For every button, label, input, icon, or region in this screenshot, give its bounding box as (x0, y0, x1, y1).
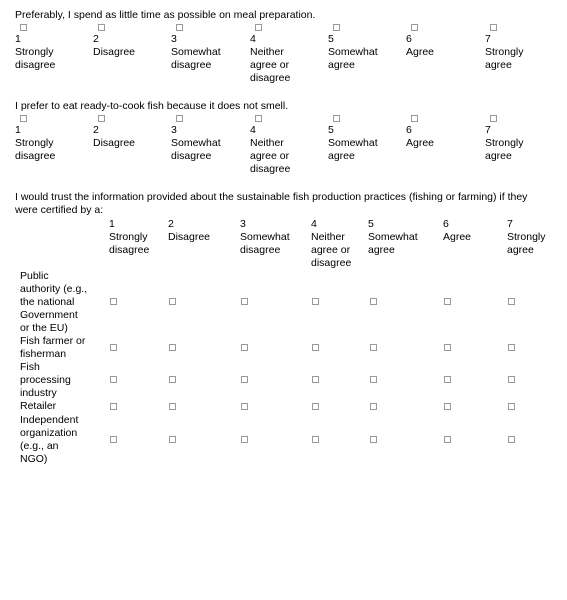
matrix-col-3-number: 3 (240, 218, 246, 230)
q1-option-4-label: Neither agree or disagree (250, 46, 291, 84)
checkbox-fish-farmer-3[interactable] (241, 344, 248, 351)
q2-option-1-number: 1 (15, 124, 21, 136)
checkbox-public-authority-2[interactable] (169, 298, 176, 305)
q2-checkbox-6[interactable] (411, 115, 418, 122)
checkbox-fish-processing-4[interactable] (312, 376, 319, 383)
q1-option-6-label: Agree (406, 46, 435, 58)
checkbox-public-authority-6[interactable] (444, 298, 451, 305)
checkbox-independent-org-6[interactable] (444, 436, 451, 443)
q2-checkbox-3[interactable] (176, 115, 183, 122)
q1-checkbox-5[interactable] (333, 24, 340, 31)
checkbox-fish-processing-6[interactable] (444, 376, 451, 383)
checkbox-fish-farmer-6[interactable] (444, 344, 451, 351)
question-2 (15, 100, 545, 193)
matrix-col-6-label: Agree (443, 231, 472, 243)
q2-option-6-number: 6 (406, 124, 412, 136)
checkbox-fish-farmer-1[interactable] (110, 344, 117, 351)
q2-option-6 (406, 113, 484, 150)
q2-option-2 (93, 113, 171, 150)
question-2-scale (15, 113, 545, 193)
matrix-col-4 (311, 218, 371, 270)
question-1 (15, 9, 545, 102)
trust-matrix (15, 217, 545, 477)
q1-option-3-label: Somewhat disagree (171, 46, 221, 71)
checkbox-fish-processing-5[interactable] (370, 376, 377, 383)
q2-option-2-label: Disagree (93, 137, 136, 149)
checkbox-retailer-4[interactable] (312, 403, 319, 410)
q1-checkbox-1[interactable] (20, 24, 27, 31)
checkbox-fish-processing-7[interactable] (508, 376, 515, 383)
checkbox-fish-processing-3[interactable] (241, 376, 248, 383)
q1-option-7-number: 7 (485, 33, 491, 45)
checkbox-independent-org-7[interactable] (508, 436, 515, 443)
checkbox-independent-org-2[interactable] (169, 436, 176, 443)
q2-checkbox-4[interactable] (255, 115, 262, 122)
q2-checkbox-7[interactable] (490, 115, 497, 122)
matrix-col-3-label: Somewhat disagree (240, 231, 290, 256)
checkbox-public-authority-1[interactable] (110, 298, 117, 305)
matrix-row-label-public-authority: Public authority (e.g., the national Government or the EU) (20, 270, 88, 334)
q1-option-3-number: 3 (171, 33, 177, 45)
checkbox-retailer-1[interactable] (110, 403, 117, 410)
q2-checkbox-5[interactable] (333, 115, 340, 122)
q1-option-5 (328, 22, 406, 72)
checkbox-fish-farmer-5[interactable] (370, 344, 377, 351)
q2-option-1-label: Strongly disagree (15, 137, 56, 162)
checkbox-public-authority-3[interactable] (241, 298, 248, 305)
checkbox-public-authority-4[interactable] (312, 298, 319, 305)
matrix-col-5-label: Somewhat agree (368, 231, 418, 256)
q2-option-4-number: 4 (250, 124, 256, 136)
matrix-col-7-label: Strongly agree (507, 231, 546, 256)
q1-option-1 (15, 22, 93, 72)
matrix-col-6-number: 6 (443, 218, 449, 230)
q1-option-1-number: 1 (15, 33, 21, 45)
q1-option-5-label: Somewhat agree (328, 46, 378, 71)
q1-option-6-number: 6 (406, 33, 412, 45)
question-2-text: I prefer to eat ready-to-cook fish because it does not smell. (15, 100, 289, 112)
q1-option-4 (250, 22, 328, 85)
checkbox-fish-processing-2[interactable] (169, 376, 176, 383)
matrix-col-2 (168, 218, 228, 244)
q1-checkbox-4[interactable] (255, 24, 262, 31)
q2-option-7 (485, 113, 563, 163)
q1-option-3 (171, 22, 249, 72)
checkbox-retailer-3[interactable] (241, 403, 248, 410)
checkbox-retailer-2[interactable] (169, 403, 176, 410)
matrix-col-6 (443, 218, 503, 244)
matrix-col-4-number: 4 (311, 218, 317, 230)
q2-option-7-label: Strongly agree (485, 137, 524, 162)
q1-checkbox-3[interactable] (176, 24, 183, 31)
q2-option-1 (15, 113, 93, 163)
checkbox-retailer-6[interactable] (444, 403, 451, 410)
matrix-col-3 (240, 218, 300, 257)
q1-option-1-label: Strongly disagree (15, 46, 56, 71)
q2-option-2-number: 2 (93, 124, 99, 136)
matrix-col-1 (109, 218, 169, 257)
q1-option-2-label: Disagree (93, 46, 136, 58)
q1-checkbox-6[interactable] (411, 24, 418, 31)
q1-option-4-number: 4 (250, 33, 256, 45)
q1-option-2-number: 2 (93, 33, 99, 45)
matrix-col-4-label: Neither agree or disagree (311, 231, 352, 269)
q2-option-7-number: 7 (485, 124, 491, 136)
q2-checkbox-2[interactable] (98, 115, 105, 122)
checkbox-public-authority-5[interactable] (370, 298, 377, 305)
checkbox-independent-org-1[interactable] (110, 436, 117, 443)
q1-option-5-number: 5 (328, 33, 334, 45)
q2-option-5 (328, 113, 406, 163)
checkbox-retailer-5[interactable] (370, 403, 377, 410)
matrix-col-5 (368, 218, 428, 257)
matrix-row-label-independent-org: Independent organization (e.g., an NGO) (20, 414, 79, 465)
question-1-text: Preferably, I spend as little time as possible on meal preparation. (15, 9, 316, 21)
question-3-text: I would trust the information provided about the sustainable fish production practices (fishing or farming) if they were certified by a: (15, 191, 528, 216)
matrix-col-7 (507, 218, 567, 257)
q2-option-3 (171, 113, 249, 163)
q2-option-5-label: Somewhat agree (328, 137, 378, 162)
q2-option-5-number: 5 (328, 124, 334, 136)
matrix-row-label-retailer: Retailer (20, 400, 57, 412)
q1-checkbox-2[interactable] (98, 24, 105, 31)
matrix-col-5-number: 5 (368, 218, 374, 230)
question-1-scale (15, 22, 545, 102)
q1-option-6 (406, 22, 484, 59)
q1-option-7-label: Strongly agree (485, 46, 524, 71)
q2-option-4 (250, 113, 328, 176)
q2-option-3-number: 3 (171, 124, 177, 136)
matrix-col-7-number: 7 (507, 218, 513, 230)
checkbox-fish-farmer-7[interactable] (508, 344, 515, 351)
checkbox-independent-org-3[interactable] (241, 436, 248, 443)
checkbox-independent-org-5[interactable] (370, 436, 377, 443)
matrix-row-label-fish-farmer: Fish farmer or fisherman (20, 335, 86, 360)
q2-checkbox-1[interactable] (20, 115, 27, 122)
question-3 (15, 191, 545, 477)
matrix-col-2-number: 2 (168, 218, 174, 230)
q1-checkbox-7[interactable] (490, 24, 497, 31)
q1-option-7 (485, 22, 563, 72)
matrix-col-2-label: Disagree (168, 231, 211, 243)
q2-option-3-label: Somewhat disagree (171, 137, 221, 162)
checkbox-fish-farmer-4[interactable] (312, 344, 319, 351)
matrix-col-1-number: 1 (109, 218, 115, 230)
matrix-col-1-label: Strongly disagree (109, 231, 150, 256)
checkbox-fish-processing-1[interactable] (110, 376, 117, 383)
checkbox-fish-farmer-2[interactable] (169, 344, 176, 351)
q2-option-6-label: Agree (406, 137, 435, 149)
q1-option-2 (93, 22, 171, 59)
checkbox-independent-org-4[interactable] (312, 436, 319, 443)
q2-option-4-label: Neither agree or disagree (250, 137, 291, 175)
checkbox-public-authority-7[interactable] (508, 298, 515, 305)
matrix-row-label-fish-processing: Fish processing industry (20, 361, 71, 399)
checkbox-retailer-7[interactable] (508, 403, 515, 410)
